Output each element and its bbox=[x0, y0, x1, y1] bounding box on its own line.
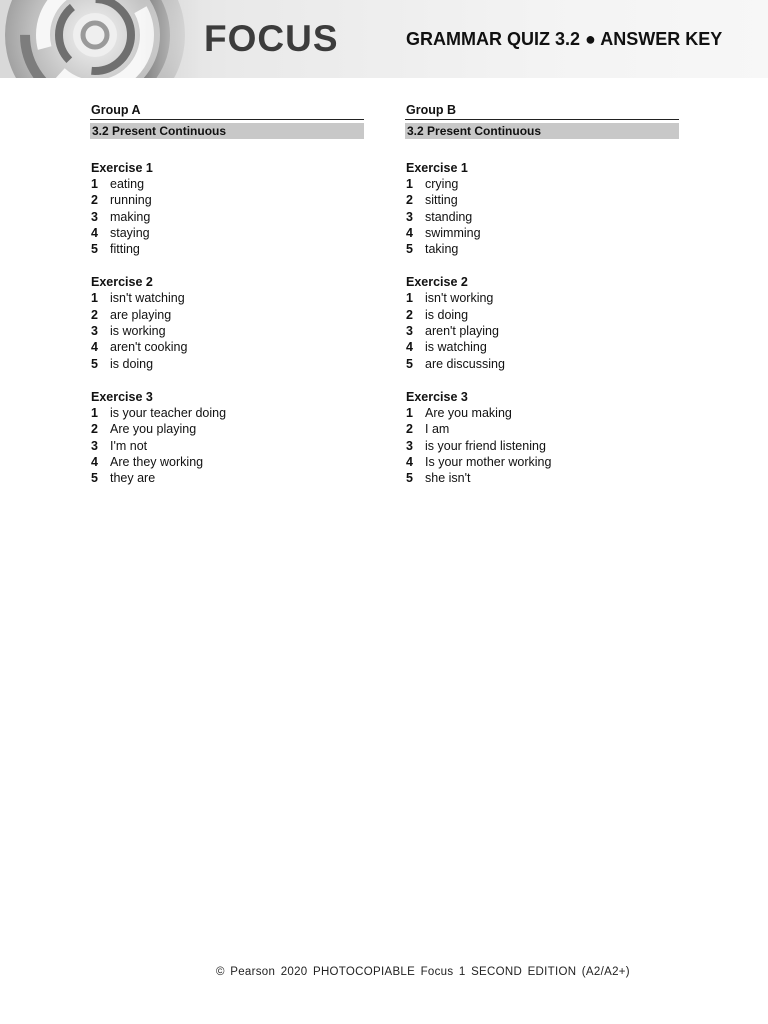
exercise-title: Exercise 2 bbox=[406, 275, 468, 290]
answer-number: 4 bbox=[91, 225, 98, 240]
answer-number: 4 bbox=[406, 225, 413, 240]
answer-text: is your teacher doing bbox=[110, 405, 227, 420]
answer-text: I am bbox=[425, 422, 450, 437]
answer-text: they are bbox=[110, 471, 156, 486]
answer-item bbox=[405, 192, 679, 208]
answer-number: 2 bbox=[91, 193, 98, 208]
answer-number: 2 bbox=[406, 422, 413, 437]
answer-number: 1 bbox=[406, 291, 413, 306]
exercise-title: Exercise 1 bbox=[406, 161, 468, 175]
answer-number: 4 bbox=[91, 454, 98, 469]
exercise-block bbox=[90, 389, 364, 486]
answer-item bbox=[90, 356, 364, 372]
answer-text: isn't watching bbox=[110, 291, 185, 306]
answer-number: 5 bbox=[91, 471, 98, 486]
answer-item bbox=[405, 225, 679, 241]
exercise-title: Exercise 3 bbox=[91, 389, 153, 404]
answer-number: 5 bbox=[91, 242, 98, 257]
answer-text: I'm not bbox=[110, 438, 148, 453]
answer-number: 5 bbox=[406, 471, 413, 486]
answer-number: 4 bbox=[406, 454, 413, 469]
answer-text: aren't playing bbox=[425, 324, 499, 339]
answer-text: is your friend listening bbox=[425, 438, 546, 453]
exercise-block bbox=[405, 274, 679, 371]
answer-text: standing bbox=[425, 209, 473, 224]
answer-number: 3 bbox=[91, 324, 98, 339]
answer-item bbox=[90, 209, 364, 225]
answer-item bbox=[405, 356, 679, 372]
exercise-block bbox=[90, 274, 364, 371]
exercise-block bbox=[405, 160, 679, 257]
answer-number: 3 bbox=[406, 209, 413, 224]
group-heading: Group B bbox=[405, 102, 679, 120]
answer-item bbox=[90, 405, 364, 421]
answer-text: are playing bbox=[110, 307, 172, 322]
section-heading: 3.2 Present Continuous bbox=[405, 123, 679, 139]
answer-text: is doing bbox=[425, 307, 469, 322]
answer-item bbox=[90, 290, 364, 306]
exercise-block bbox=[405, 389, 679, 486]
answer-list bbox=[405, 290, 679, 371]
answer-text: taking bbox=[425, 242, 459, 257]
page-title: GRAMMAR QUIZ 3.2 ● ANSWER KEY bbox=[406, 29, 723, 49]
answer-item bbox=[90, 421, 364, 437]
answer-item bbox=[90, 454, 364, 470]
answer-item bbox=[405, 454, 679, 470]
answer-text: Are you playing bbox=[110, 422, 197, 437]
answer-item bbox=[405, 421, 679, 437]
answer-text: sitting bbox=[425, 193, 458, 208]
page-footer: © Pearson 2020 PHOTOCOPIABLE Focus 1 SECOND EDITION (A2/A2+) bbox=[216, 966, 630, 978]
answer-text: making bbox=[110, 209, 151, 224]
answer-number: 2 bbox=[91, 307, 98, 322]
answer-text: Are they working bbox=[110, 454, 204, 469]
answer-text: is watching bbox=[425, 340, 487, 355]
answer-item bbox=[405, 241, 679, 257]
answer-text: fitting bbox=[110, 242, 140, 257]
answer-text: Is your mother working bbox=[425, 454, 552, 469]
exercise-title: Exercise 3 bbox=[406, 389, 468, 404]
answer-number: 5 bbox=[91, 356, 98, 371]
answer-number: 3 bbox=[91, 209, 98, 224]
answer-number: 1 bbox=[91, 291, 98, 306]
answer-text: she isn't bbox=[425, 471, 471, 486]
answer-number: 3 bbox=[91, 438, 98, 453]
answer-number: 1 bbox=[406, 405, 413, 420]
answer-item bbox=[405, 209, 679, 225]
answer-item bbox=[405, 323, 679, 339]
answer-number: 2 bbox=[406, 193, 413, 208]
answer-item bbox=[90, 339, 364, 355]
answer-text: is working bbox=[110, 324, 166, 339]
section-heading: 3.2 Present Continuous bbox=[90, 123, 364, 139]
answer-number: 3 bbox=[406, 438, 413, 453]
answer-number: 5 bbox=[406, 356, 413, 371]
page-header bbox=[0, 0, 768, 78]
answer-number: 5 bbox=[406, 242, 413, 257]
answer-number: 2 bbox=[406, 307, 413, 322]
group-heading: Group A bbox=[90, 102, 364, 120]
group-b-column bbox=[405, 102, 679, 486]
circular-swirl-graphic-icon bbox=[0, 0, 200, 78]
answer-text: crying bbox=[425, 177, 459, 191]
answer-item bbox=[405, 470, 679, 486]
answer-text: are discussing bbox=[425, 356, 505, 371]
answer-item bbox=[90, 176, 364, 192]
answer-item bbox=[405, 339, 679, 355]
focus-logo: FOCUS bbox=[204, 18, 339, 59]
answer-number: 3 bbox=[406, 324, 413, 339]
answer-item bbox=[405, 307, 679, 323]
exercise-block bbox=[90, 160, 364, 257]
answer-number: 1 bbox=[91, 405, 98, 420]
answer-item bbox=[405, 290, 679, 306]
answer-item bbox=[90, 241, 364, 257]
answer-number: 4 bbox=[406, 340, 413, 355]
answer-list bbox=[405, 176, 679, 257]
answer-item bbox=[90, 307, 364, 323]
answer-item bbox=[90, 438, 364, 454]
answer-text: aren't cooking bbox=[110, 340, 188, 355]
answer-number: 4 bbox=[91, 340, 98, 355]
answer-list bbox=[90, 290, 364, 371]
answer-item bbox=[90, 225, 364, 241]
answer-text: Are you making bbox=[425, 405, 512, 420]
answer-list bbox=[90, 176, 364, 257]
answer-text: eating bbox=[110, 177, 145, 191]
answer-text: running bbox=[110, 193, 152, 208]
answer-item bbox=[405, 405, 679, 421]
answer-item bbox=[90, 323, 364, 339]
exercise-title: Exercise 1 bbox=[91, 161, 153, 175]
answer-number: 2 bbox=[91, 422, 98, 437]
answer-number: 1 bbox=[406, 177, 413, 191]
answer-item bbox=[405, 438, 679, 454]
answer-text: staying bbox=[110, 225, 150, 240]
group-a-column bbox=[90, 102, 364, 486]
answer-item bbox=[90, 192, 364, 208]
answer-list bbox=[405, 405, 679, 486]
answer-text: is doing bbox=[110, 356, 154, 371]
answer-number: 1 bbox=[91, 177, 98, 191]
answer-list bbox=[90, 405, 364, 486]
answer-item bbox=[405, 176, 679, 192]
answer-item bbox=[90, 470, 364, 486]
answer-text: swimming bbox=[425, 225, 481, 240]
answer-text: isn't working bbox=[425, 291, 494, 306]
exercise-title: Exercise 2 bbox=[91, 275, 153, 290]
